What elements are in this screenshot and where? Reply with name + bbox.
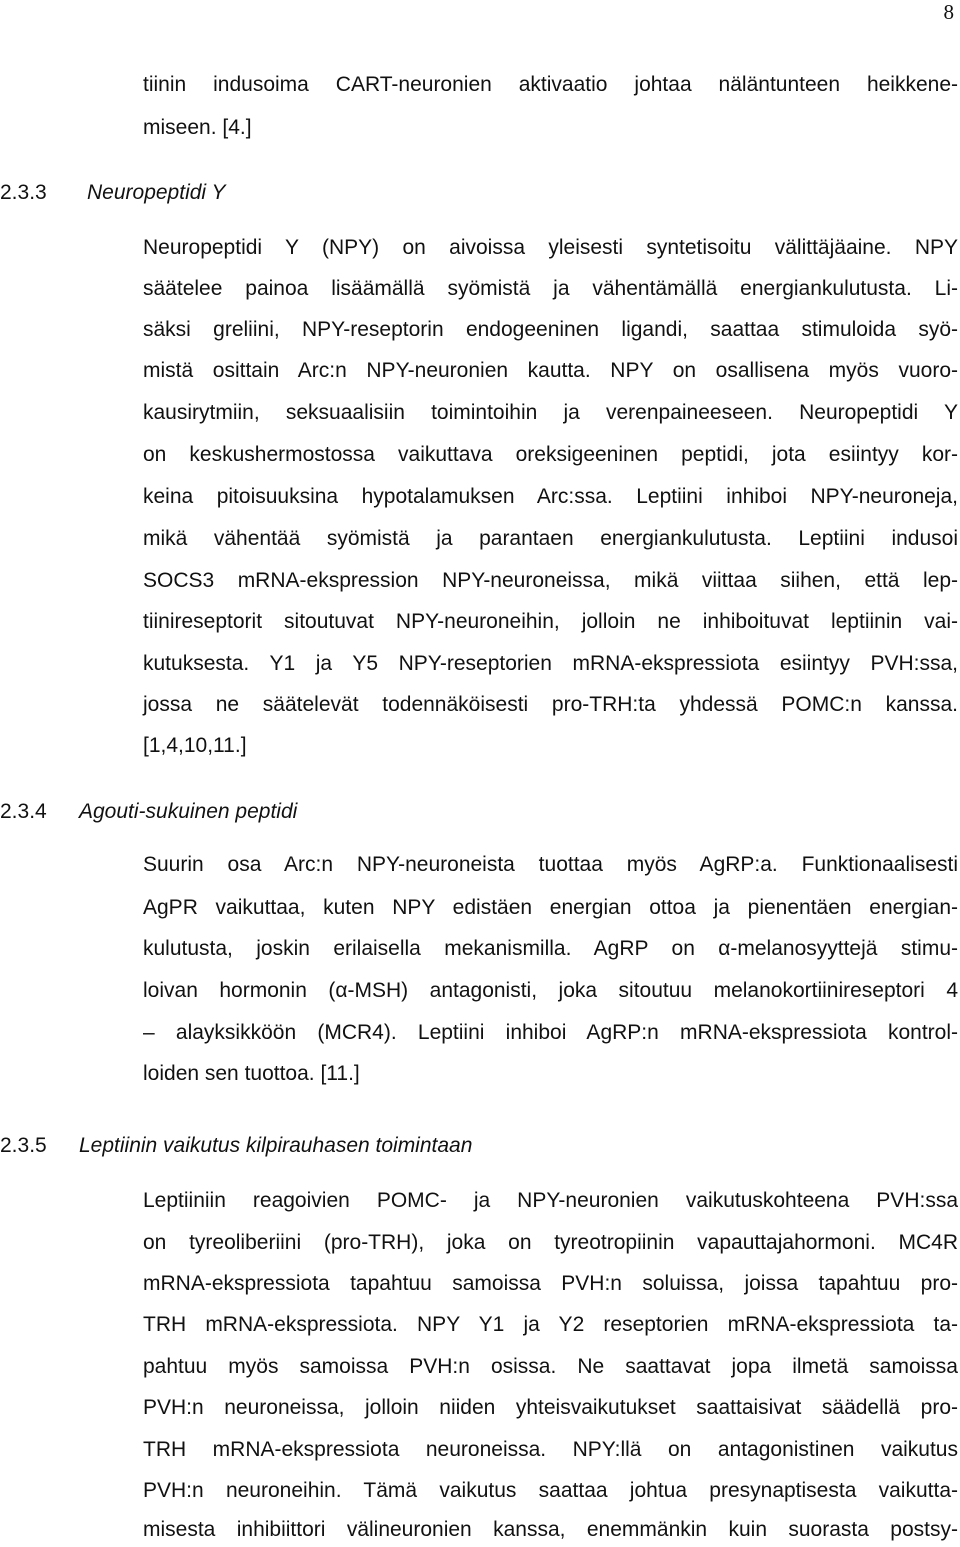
paragraph-line: kausirytmiin, seksuaalisiin toimintoihin ja verenpaineeseen. Neuropeptidi Y xyxy=(143,401,958,424)
paragraph-line: SOCS3 mRNA-ekspression NPY-neuroneissa, mikä viittaa siihen, että lep- xyxy=(143,569,958,592)
paragraph-line: keina pitoisuuksina hypotalamuksen Arc:ssa. Leptiini inhiboi NPY-neuroneja, xyxy=(143,485,958,508)
paragraph-line: mistä osittain Arc:n NPY-neuronien kautta. NPY on osallisena myös vuoro- xyxy=(143,359,958,382)
section-title: Agouti-sukuinen peptidi xyxy=(79,800,298,823)
paragraph-line: tiinin indusoima CART-neuronien aktivaatio johtaa näläntunteen heikkene- xyxy=(143,73,958,96)
paragraph-line: kulutusta, joskin erilaisella mekanismilla. AgRP on α-melanosyyttejä stimu- xyxy=(143,937,958,960)
paragraph-line: säätelee painoa lisäämällä syömistä ja vähentämällä energiankulutusta. Li- xyxy=(143,277,958,300)
paragraph-line: AgPR vaikuttaa, kuten NPY edistäen energian ottoa ja pienentäen energian- xyxy=(143,896,958,919)
paragraph-line: on keskushermostossa vaikuttava oreksigeeninen peptidi, jota esiintyy kor- xyxy=(143,443,958,466)
paragraph-line: TRH mRNA-ekspressiota neuroneissa. NPY:llä on antagonistinen vaikutus xyxy=(143,1438,958,1461)
page-number: 8 xyxy=(943,0,954,24)
section-title: Leptiinin vaikutus kilpirauhasen toimintaan xyxy=(79,1134,473,1157)
paragraph-line: tiinireseptorit sitoutuvat NPY-neuroneihin, jolloin ne inhiboituvat leptiinin vai- xyxy=(143,610,958,633)
paragraph-line: TRH mRNA-ekspressiota. NPY Y1 ja Y2 reseptorien mRNA-ekspressiota ta- xyxy=(143,1313,958,1336)
paragraph-line: miseen. [4.] xyxy=(143,116,252,139)
paragraph-line: Neuropeptidi Y (NPY) on aivoissa yleisesti syntetisoitu välittäjäaine. NPY xyxy=(143,236,958,259)
paragraph-line: PVH:n neuroneihin. Tämä vaikutus saattaa johtua presynaptisesta vaikutta- xyxy=(143,1479,958,1502)
paragraph-line: jossa ne säätelevät todennäköisesti pro-TRH:ta yhdessä POMC:n kanssa. xyxy=(143,693,958,716)
section-number: 2.3.3 xyxy=(0,181,47,204)
section-number: 2.3.4 xyxy=(0,800,47,823)
section-number: 2.3.5 xyxy=(0,1134,47,1157)
paragraph-line: on tyreoliberiini (pro-TRH), joka on tyreotropiinin vapauttajahormoni. MC4R xyxy=(143,1231,958,1254)
paragraph-line: mikä vähentää syömistä ja parantaen energiankulutusta. Leptiini indusoi xyxy=(143,527,958,550)
paragraph-line: Suurin osa Arc:n NPY-neuroneista tuottaa myös AgRP:a. Funktionaalisesti xyxy=(143,853,958,876)
section-title: Neuropeptidi Y xyxy=(87,181,226,204)
paragraph-line: säksi greliini, NPY-reseptorin endogeeninen ligandi, saattaa stimuloida syö- xyxy=(143,318,958,341)
paragraph-line: [1,4,10,11.] xyxy=(143,734,247,757)
paragraph-line: Leptiiniin reagoivien POMC- ja NPY-neuronien vaikutuskohteena PVH:ssa xyxy=(143,1189,958,1212)
paragraph-line: PVH:n neuroneissa, jolloin niiden yhteisvaikutukset saattaisivat säädellä pro- xyxy=(143,1396,958,1419)
paragraph-line: loivan hormonin (α-MSH) antagonisti, joka sitoutuu melanokortiinireseptori 4 xyxy=(143,979,958,1002)
paragraph-line: misesta inhibiittori välineuronien kanssa, enemmänkin kuin suorasta postsy- xyxy=(143,1518,958,1541)
paragraph-line: mRNA-ekspressiota tapahtuu samoissa PVH:n soluissa, joissa tapahtuu pro- xyxy=(143,1272,958,1295)
paragraph-line: – alayksikköön (MCR4). Leptiini inhiboi AgRP:n mRNA-ekspressiota kontrol- xyxy=(143,1021,958,1044)
paragraph-line: pahtuu myös samoissa PVH:n osissa. Ne saattavat jopa ilmetä samoissa xyxy=(143,1355,958,1378)
paragraph-line: kutuksesta. Y1 ja Y5 NPY-reseptorien mRNA-ekspressiota esiintyy PVH:ssa, xyxy=(143,652,958,675)
paragraph-line: loiden sen tuottoa. [11.] xyxy=(143,1062,360,1085)
